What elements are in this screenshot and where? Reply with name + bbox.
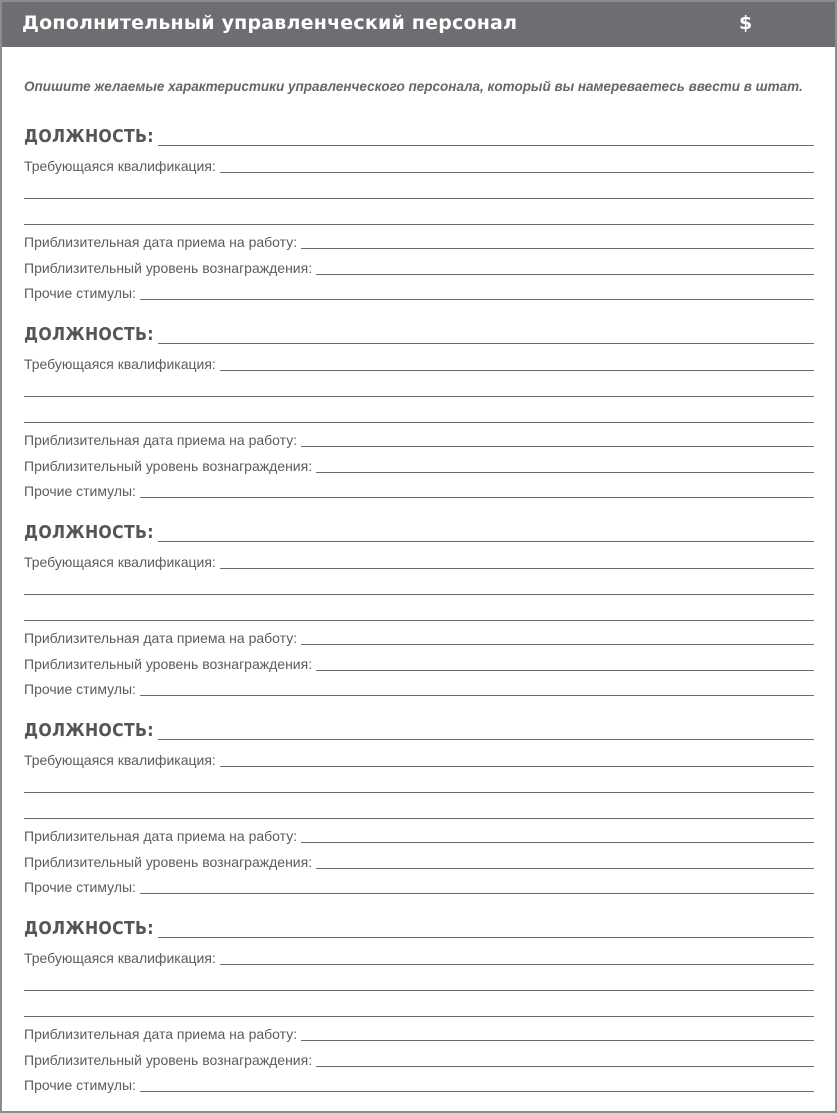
hire-date-input-line[interactable] (301, 842, 814, 843)
hire-date-field[interactable] (24, 1026, 814, 1042)
position-field[interactable] (24, 919, 814, 939)
position-field[interactable] (24, 325, 814, 345)
hire-date-field[interactable] (24, 234, 814, 250)
compensation-field[interactable] (24, 1052, 814, 1068)
qualification-field[interactable] (24, 356, 814, 372)
compensation-field[interactable] (24, 656, 814, 672)
position-field[interactable] (24, 721, 814, 741)
incentives-field[interactable] (24, 483, 814, 499)
qualification-input-line[interactable] (220, 370, 814, 371)
page-title: Дополнительный управленческий персонал (22, 12, 518, 34)
position-input-line[interactable] (158, 541, 814, 542)
qualification-extra-line[interactable] (24, 1016, 814, 1017)
position-label: ДОЛЖНОСТЬ: (24, 919, 158, 939)
compensation-input-line[interactable] (316, 1066, 814, 1067)
position-label: ДОЛЖНОСТЬ: (24, 721, 158, 741)
qualification-field[interactable] (24, 752, 814, 768)
qualification-extra-line[interactable] (24, 198, 814, 199)
qualification-extra-line[interactable] (24, 224, 814, 225)
qualification-extra-line[interactable] (24, 818, 814, 819)
position-block-2 (24, 325, 814, 503)
incentives-label: Прочие стимулы: (24, 879, 140, 895)
hire-date-input-line[interactable] (301, 644, 814, 645)
incentives-input-line[interactable] (140, 893, 814, 894)
qualification-label: Требующаяся квалификация: (24, 950, 220, 966)
position-block-4 (24, 721, 814, 899)
qualification-label: Требующаяся квалификация: (24, 554, 220, 570)
qualification-label: Требующаяся квалификация: (24, 752, 220, 768)
hire-date-label: Приблизительная дата приема на работу: (24, 234, 301, 250)
position-block-3 (24, 523, 814, 701)
position-input-line[interactable] (158, 145, 814, 146)
hire-date-field[interactable] (24, 630, 814, 646)
qualification-field[interactable] (24, 554, 814, 570)
incentives-input-line[interactable] (140, 497, 814, 498)
compensation-label: Приблизительный уровень вознаграждения: (24, 854, 316, 870)
qualification-field[interactable] (24, 950, 814, 966)
hire-date-label: Приблизительная дата приема на работу: (24, 828, 301, 844)
qualification-label: Требующаяся квалификация: (24, 356, 220, 372)
qualification-extra-line[interactable] (24, 594, 814, 595)
position-label: ДОЛЖНОСТЬ: (24, 523, 158, 543)
hire-date-input-line[interactable] (301, 446, 814, 447)
hire-date-label: Приблизительная дата приема на работу: (24, 432, 301, 448)
incentives-label: Прочие стимулы: (24, 483, 140, 499)
position-label: ДОЛЖНОСТЬ: (24, 325, 158, 345)
hire-date-input-line[interactable] (301, 248, 814, 249)
compensation-input-line[interactable] (316, 472, 814, 473)
qualification-extra-line[interactable] (24, 422, 814, 423)
position-block-1 (24, 127, 814, 305)
qualification-input-line[interactable] (220, 964, 814, 965)
compensation-field[interactable] (24, 458, 814, 474)
compensation-field[interactable] (24, 854, 814, 870)
position-field[interactable] (24, 523, 814, 543)
incentives-input-line[interactable] (140, 299, 814, 300)
incentives-field[interactable] (24, 1077, 814, 1093)
position-field[interactable] (24, 127, 814, 147)
compensation-label: Приблизительный уровень вознаграждения: (24, 1052, 316, 1068)
qualification-input-line[interactable] (220, 568, 814, 569)
compensation-input-line[interactable] (316, 670, 814, 671)
qualification-extra-line[interactable] (24, 990, 814, 991)
hire-date-field[interactable] (24, 828, 814, 844)
incentives-field[interactable] (24, 879, 814, 895)
qualification-extra-line[interactable] (24, 396, 814, 397)
incentives-label: Прочие стимулы: (24, 681, 140, 697)
position-block-5 (24, 919, 814, 1097)
compensation-label: Приблизительный уровень вознаграждения: (24, 458, 316, 474)
compensation-field[interactable] (24, 260, 814, 276)
position-input-line[interactable] (158, 343, 814, 344)
qualification-label: Требующаяся квалификация: (24, 158, 220, 174)
instructions-text: Опишите желаемые характеристики управленческого персонала, который вы намереваетесь ввести в штат. (24, 79, 803, 94)
incentives-label: Прочие стимулы: (24, 1077, 140, 1093)
position-label: ДОЛЖНОСТЬ: (24, 127, 158, 147)
compensation-input-line[interactable] (316, 274, 814, 275)
compensation-label: Приблизительный уровень вознаграждения: (24, 260, 316, 276)
incentives-input-line[interactable] (140, 1091, 814, 1092)
qualification-input-line[interactable] (220, 766, 814, 767)
compensation-input-line[interactable] (316, 868, 814, 869)
hire-date-label: Приблизительная дата приема на работу: (24, 1026, 301, 1042)
incentives-field[interactable] (24, 681, 814, 697)
qualification-field[interactable] (24, 158, 814, 174)
position-input-line[interactable] (158, 937, 814, 938)
qualification-extra-line[interactable] (24, 620, 814, 621)
qualification-extra-line[interactable] (24, 792, 814, 793)
incentives-label: Прочие стимулы: (24, 285, 140, 301)
hire-date-input-line[interactable] (301, 1040, 814, 1041)
incentives-field[interactable] (24, 285, 814, 301)
incentives-input-line[interactable] (140, 695, 814, 696)
hire-date-label: Приблизительная дата приема на работу: (24, 630, 301, 646)
qualification-input-line[interactable] (220, 172, 814, 173)
hire-date-field[interactable] (24, 432, 814, 448)
position-input-line[interactable] (158, 739, 814, 740)
page-header (2, 2, 835, 47)
compensation-label: Приблизительный уровень вознаграждения: (24, 656, 316, 672)
dollar-icon: $ (739, 12, 753, 34)
